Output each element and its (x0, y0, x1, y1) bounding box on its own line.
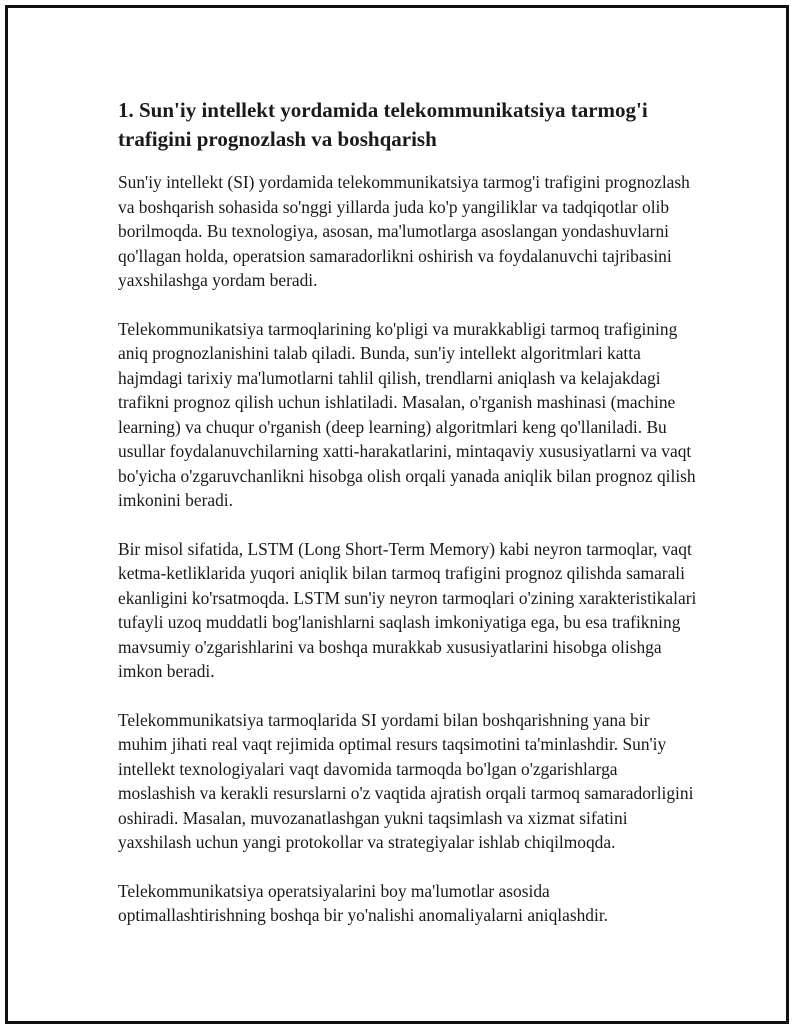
paragraph-resources: Telekommunikatsiya tarmoqlarida SI yordami bilan boshqarishning yana bir muhim jihati real vaqt rejimida optimal resurs taqsimotini ta'minlashdir. Sun'iy intellekt texnologiyalari vaqt davomida tarmoqda bo'lgan o'zgarishlarga moslashish va kerakli resurslarni o'z vaqtida ajratish orqali tarmoq samaradorligini oshiradi. Masalan, muvozanatlashgan yukni taqsimlash va xizmat sifatini yaxshilash uchun yangi protokollar va strategiyalar ishlab chiqilmoqda. (118, 709, 694, 852)
paragraph-lstm: Bir misol sifatida, LSTM (Long Short-Term Memory) kabi neyron tarmoqlar, vaqt ketma-ketliklarida yuqori aniqlik bilan tarmoq trafigini prognoz qilishda samarali ekanligini ko'rsatmoqda. LSTM sun'iy neyron tarmoqlari o'zining xarakteristikalari tufayli uzoq muddatli bog'lanishlarni saqlash imkoniyatiga ega, bu esa trafikning mavsumiy o'zgarishlarini va boshqa murakkab xususiyatlarini hisobga olishga imkon beradi. (118, 538, 697, 681)
paragraph-forecasting: Telekommunikatsiya tarmoqlarining ko'pligi va murakkabligi tarmoq trafigining aniq prognozlanishini talab qiladi. Bunda, sun'iy intellekt algoritmlari katta hajmdagi tarixiy ma'lumotlarni tahlil qilish, trendlarni aniqlash va kelajakdagi trafikni prognoz qilish uchun ishlatiladi. Masalan, o'rganish mashinasi (machine learning) va chuqur o'rganish (deep learning) algoritmlari keng qo'llaniladi. Bu usullar foydalanuvchilarning xatti-harakatlarini, mintaqaviy xususiyatlarni va vaqt bo'yicha o'zgaruvchanlikni hisobga olish orqali yanada aniqlik bilan prognoz qilish imkonini beradi. (118, 318, 696, 510)
document-body (118, 96, 698, 952)
paragraph-intro: Sun'iy intellekt (SI) yordamida telekommunikatsiya tarmog'i trafigini prognozlash va boshqarish sohasida so'nggi yillarda juda ko'p yangiliklar va tadqiqotlar olib borilmoqda. Bu texnologiya, asosan, ma'lumotlarga asoslangan yondashuvlarni qo'llagan holda, operatsion samaradorlikni oshirish va foydalanuvchi tajribasini yaxshilashga yordam beradi. (118, 172, 690, 290)
paragraph-anomalies: Telekommunikatsiya operatsiyalarini boy ma'lumotlar asosida optimallashtirishning boshqa bir yo'nalishi anomaliyalarni aniqlashdir. (118, 880, 608, 925)
section-heading: 1. Sun'iy intellekt yordamida telekommunikatsiya tarmog'i trafigini prognozlash va boshqarish (118, 98, 648, 151)
